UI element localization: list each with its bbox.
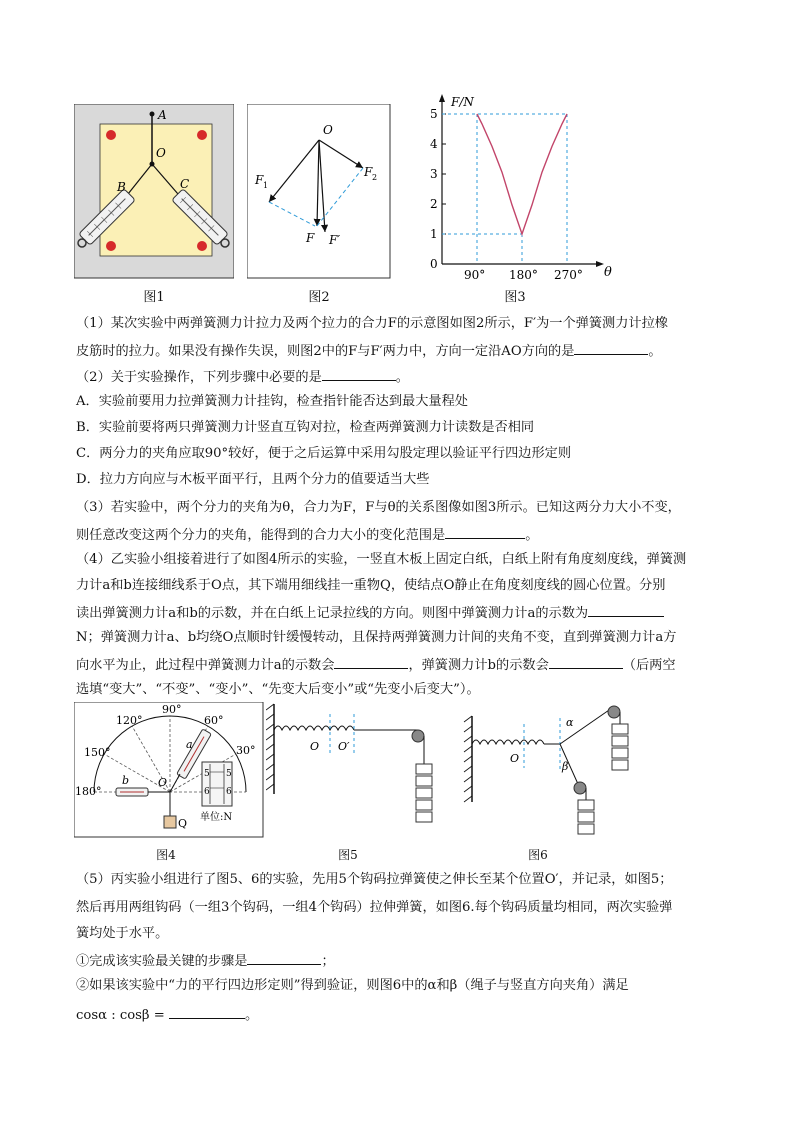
label-Fprime: F′ — [329, 233, 341, 247]
y-tick-label: 1 — [430, 227, 438, 241]
label-O: O — [156, 146, 166, 160]
caption-fig5: 图5 — [338, 848, 358, 862]
q4-line5: 向水平为止，此过程中弹簧测力计a的示数会 ，弹簧测力计b的示数会 （后两空 — [76, 654, 676, 676]
label-B: B — [117, 180, 126, 194]
pin-top-right — [197, 130, 207, 140]
q2-answer-blank[interactable] — [322, 366, 396, 381]
label-F2: F — [364, 165, 373, 179]
q4-line3: 读出弹簧测力计a和b的示数，并在白纸上记录拉线的方向。则图中弹簧测力计a的示数为 — [76, 602, 664, 624]
q5-step1: ①完成该实验最关键的步骤是 ； — [76, 950, 335, 972]
figure-2 — [247, 104, 391, 282]
q5-step2: ②如果该实验中“力的平行四边形定则”得到验证，则图6中的α和β（绳子与竖直方向夹角）满足 — [76, 978, 629, 993]
label-Oprime: O′ — [338, 740, 350, 753]
q3-line1: （3）若实验中，两个分力的夹角为θ，合力为F，F与θ的关系图像如图3所示。已知这两分力大小不变， — [76, 500, 681, 515]
label-alpha: α — [566, 716, 574, 729]
caption-fig4: 图4 — [156, 848, 176, 862]
y-axis-label: F/N — [451, 95, 474, 109]
figure-1 — [74, 104, 234, 282]
q1-line1: （1）某次实验中两弹簧测力计拉力及两个拉力的合力F的示意图如图2所示，F′为一个弹簧测力计拉橡 — [76, 316, 668, 331]
q4-answer-blank-3[interactable] — [549, 654, 623, 669]
label-O: O — [323, 123, 333, 137]
caption-fig1: 图1 — [143, 290, 165, 305]
label-a: a — [186, 738, 193, 751]
y-tick-label: 3 — [430, 167, 438, 181]
label-beta: β — [562, 760, 569, 773]
q2-option-b: B．实验前要将两只弹簧测力计竖直互钩对拉，检查两弹簧测力计读数是否相同 — [76, 420, 535, 435]
angle-120: 120° — [116, 714, 143, 727]
label-O: O — [310, 740, 320, 753]
label-A: A — [158, 108, 167, 122]
angle-150: 150° — [84, 746, 111, 759]
figure-6 — [462, 702, 642, 842]
q5-line1: （5）丙实验小组进行了图5、6的实验，先用5个钩码拉弹簧使之伸长至某个位置O′，并记录，如图5； — [76, 872, 673, 887]
angle-30: 30° — [236, 744, 256, 757]
q5-line2: 然后再用两组钩码（一组3个钩码，一组4个钩码）拉伸弹簧，如图6.每个钩码质量均相同，两次实验弹 — [76, 900, 673, 915]
angle-90: 90° — [162, 703, 182, 716]
figure-3-chart — [420, 90, 620, 286]
q4-line4: N；弹簧测力计a、b均绕O点顺时针缓慢转动，且保持两弹簧测力计间的夹角不变，直到弹簧测力计a方 — [76, 630, 677, 645]
q2-option-c: C．两分力的夹角应取90°较好，便于之后运算中采用勾股定理以验证平行四边形定则 — [76, 446, 572, 461]
q4-line6: 选填“变大”、“不变”、“变小”、“先变大后变小”或“先变小后变大”）。 — [76, 682, 480, 697]
label-F2-sub: 2 — [372, 173, 378, 182]
q3-answer-blank[interactable] — [445, 524, 525, 539]
label-O: O — [510, 752, 520, 765]
x-tick-label: 90° — [464, 268, 486, 282]
scale-6-right: 6 — [226, 787, 232, 797]
unit-label: 单位:N — [200, 812, 233, 823]
caption-fig3: 图3 — [504, 290, 526, 305]
x-axis-arrow — [596, 261, 604, 267]
q5-answer-blank-1[interactable] — [247, 950, 321, 965]
scale-6-left: 6 — [204, 787, 210, 797]
label-F1-sub: 1 — [263, 181, 269, 190]
q2-option-a: A．实验前要用力拉弹簧测力计挂钩，检查指针能否达到最大量程处 — [76, 394, 468, 409]
spring — [274, 726, 354, 730]
y-tick-label: 2 — [430, 197, 438, 211]
scale-5-left: 5 — [204, 769, 210, 779]
q1-line2: 皮筋时的拉力。如果没有操作失误，则图2中的F与F′两力中，方向一定沿AO方向的是 。 — [76, 340, 662, 362]
label-b: b — [122, 774, 130, 787]
y-tick-label: 5 — [430, 107, 438, 121]
caption-fig6: 图6 — [528, 848, 548, 862]
q1-answer-blank[interactable] — [574, 340, 648, 355]
figure-4 — [74, 702, 264, 840]
caption-fig2: 图2 — [308, 290, 330, 305]
angle-180: 180° — [75, 785, 102, 798]
q2-option-d: D．拉力方向应与木板平面平行，且两个分力的值要适当大些 — [76, 472, 430, 487]
y-tick-label: 4 — [430, 137, 438, 151]
x-tick-label: 270° — [554, 268, 583, 282]
label-F1: F — [255, 173, 264, 187]
scale-5-right: 5 — [226, 769, 232, 779]
figure-5 — [266, 702, 446, 842]
pin-top-left — [106, 130, 116, 140]
q2-line1: （2）关于实验操作，下列步骤中必要的是 。 — [76, 366, 409, 388]
q4-answer-blank-1[interactable] — [588, 602, 664, 617]
angle-60: 60° — [204, 714, 224, 727]
q5-answer-blank-2[interactable] — [169, 1004, 245, 1019]
label-C: C — [180, 177, 190, 191]
pin-bottom-left — [106, 241, 116, 251]
q5-line3: 簧均处于水平。 — [76, 926, 169, 941]
spring — [472, 740, 544, 744]
series-line — [477, 114, 567, 234]
label-F: F — [306, 231, 315, 245]
pin-bottom-right — [197, 241, 207, 251]
label-Q: Q — [178, 817, 188, 830]
q4-line1: （4）乙实验小组接着进行了如图4所示的实验，一竖直木板上固定白纸，白纸上附有角度刻度线，弹簧测 — [76, 552, 687, 567]
x-axis-label: θ — [604, 265, 612, 280]
label-O: O — [158, 776, 168, 789]
y-tick-label: 0 — [430, 257, 438, 271]
y-axis-arrow — [439, 94, 445, 102]
q5-step3: cosα : cosβ = 。 — [76, 1004, 258, 1026]
q3-line2: 则任意改变这两个分力的夹角，能得到的合力大小的变化范围是 。 — [76, 524, 538, 546]
q4-answer-blank-2[interactable] — [334, 654, 408, 669]
q4-line2: 力计a和b连接细线系于O点，其下端用细线挂一重物Q，使结点O静止在角度刻度线的圆心位置。分别 — [76, 578, 666, 593]
x-tick-label: 180° — [509, 268, 538, 282]
